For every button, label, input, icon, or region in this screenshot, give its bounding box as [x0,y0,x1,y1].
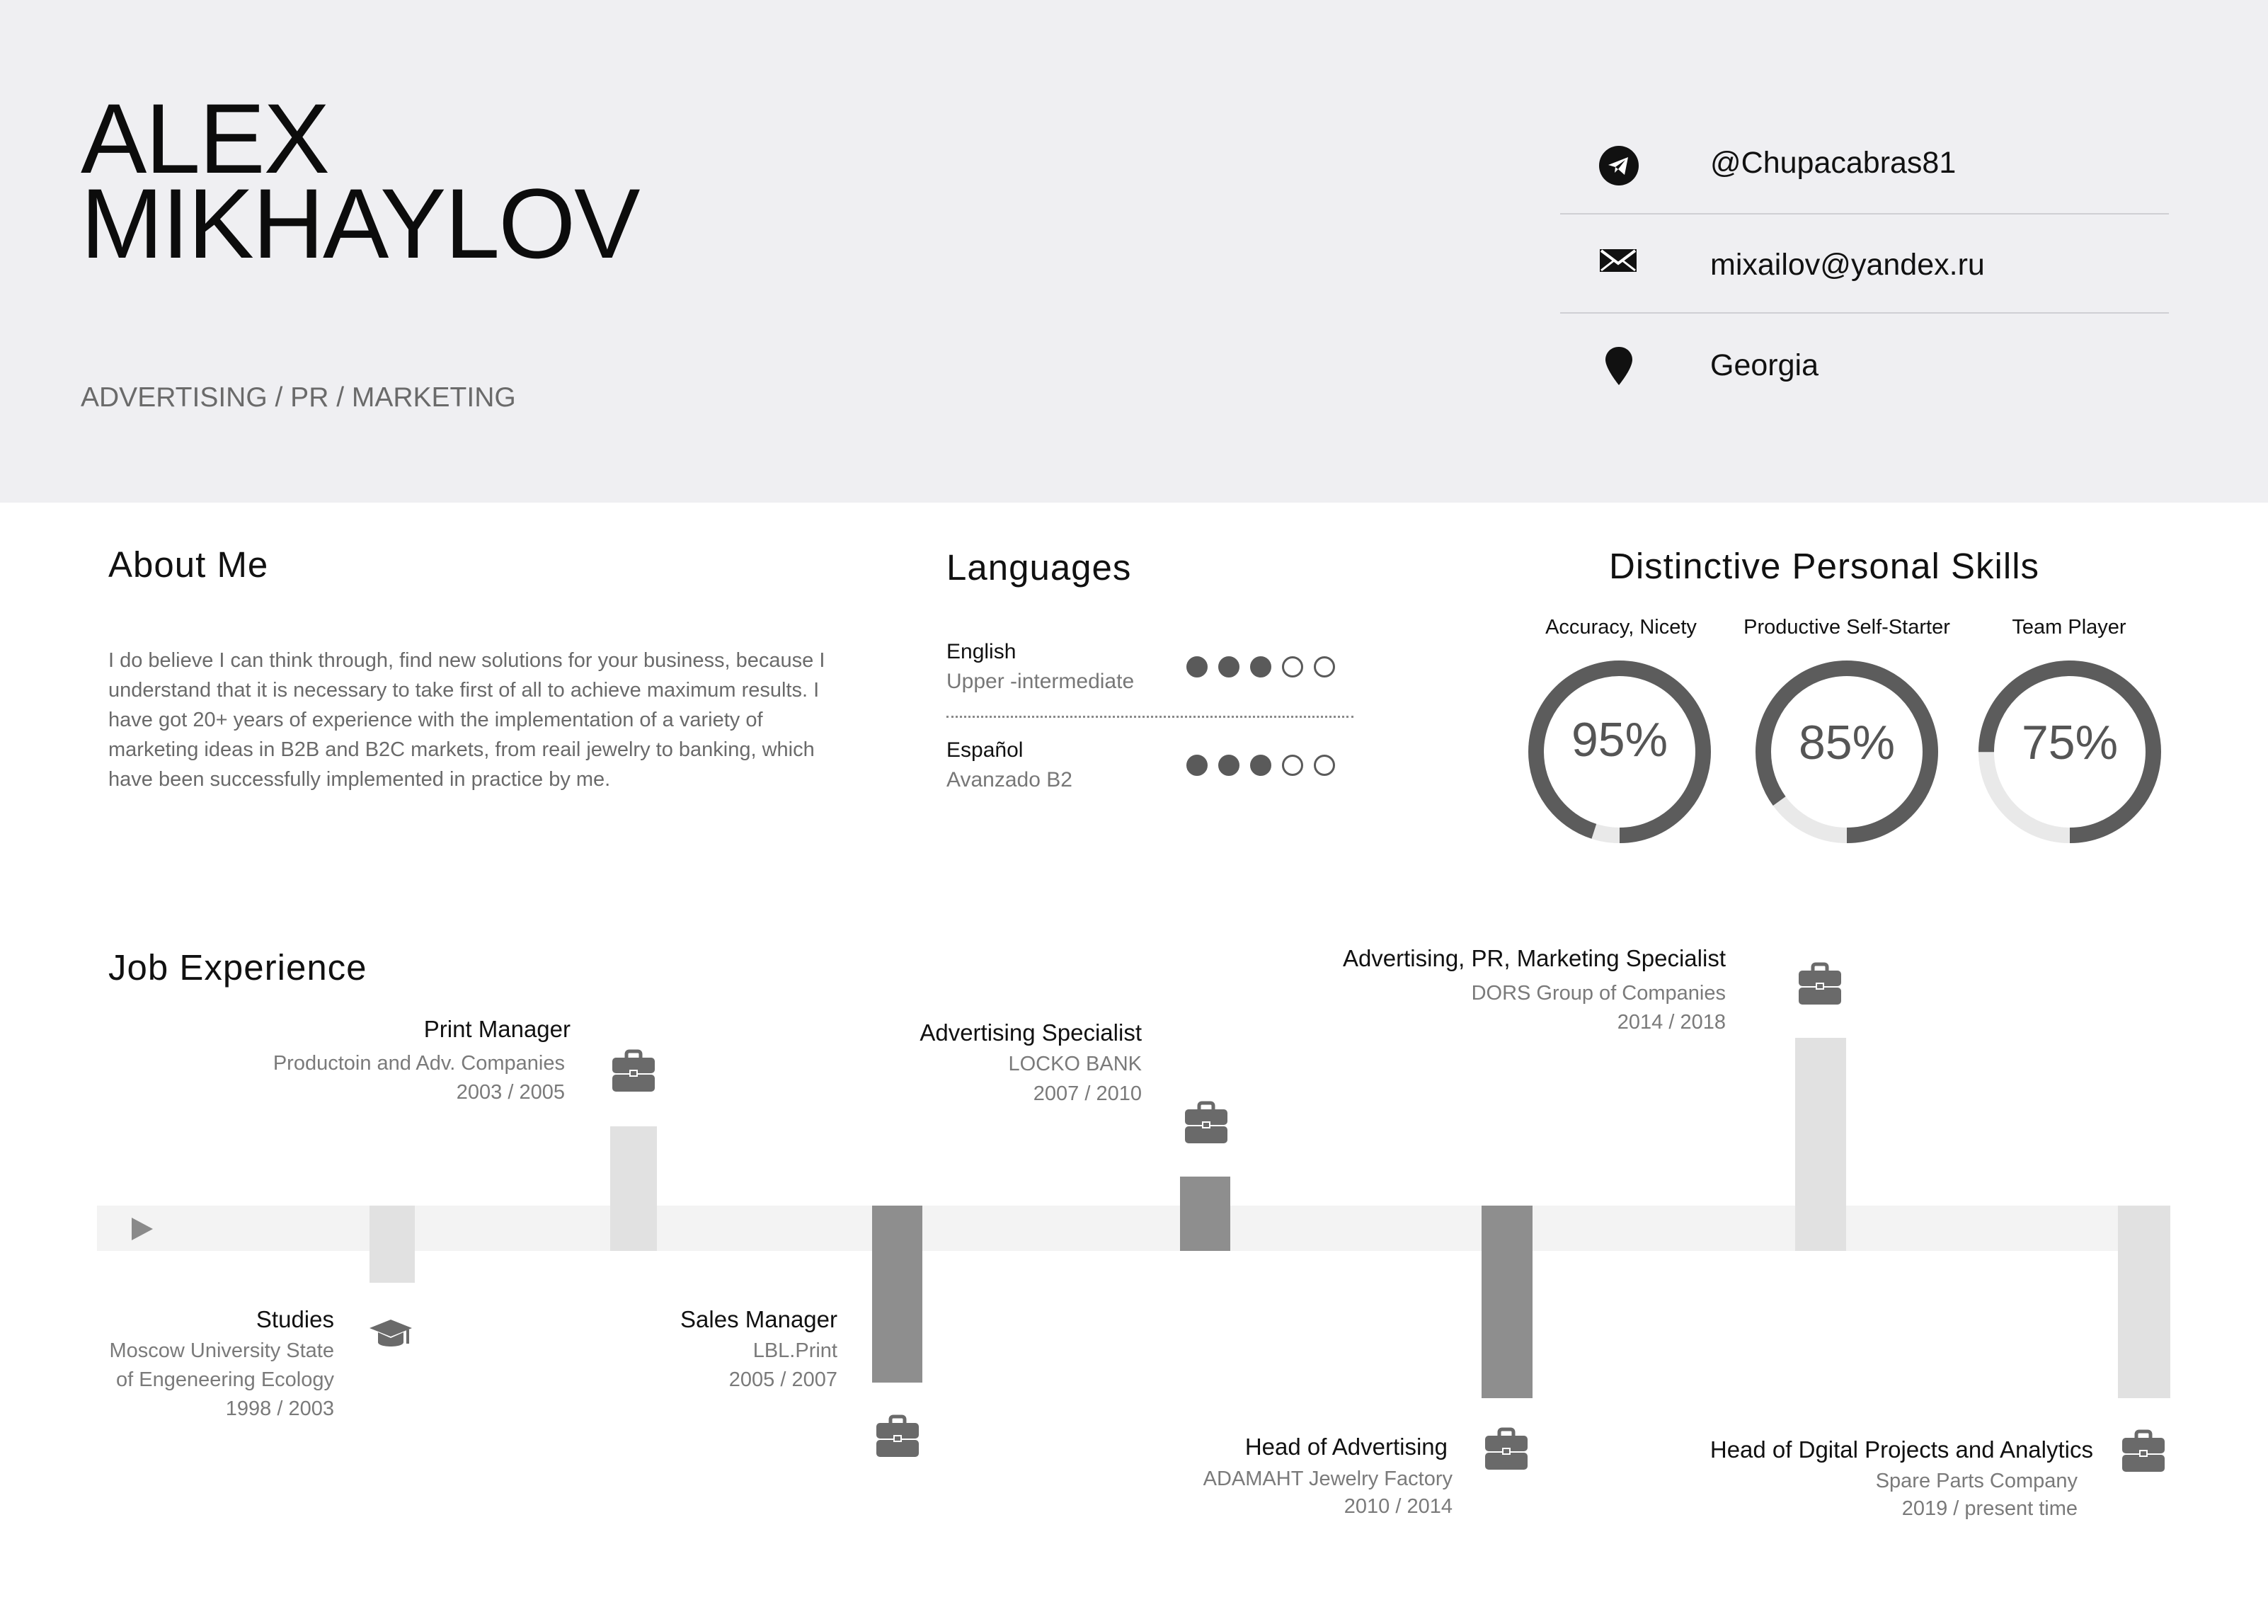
rating-dot-filled [1186,656,1208,677]
job-title: Studies [256,1306,334,1332]
contact-telegram[interactable]: @Chupacabras81 [1710,146,1957,180]
job-detail: Moscow University State [109,1339,334,1362]
briefcase-icon [609,1048,658,1096]
job-dates: 2007 / 2010 [1033,1082,1142,1105]
job-title: Print Manager [423,1016,571,1042]
rating-dot-empty [1282,656,1303,677]
briefcase-icon [874,1413,922,1461]
skill-percent: 75% [2021,716,2119,770]
contact-divider [1560,213,2169,215]
job-title: Advertising Specialist [920,1019,1142,1046]
first-name: ALEX [81,83,328,194]
graduation-cap-icon [367,1311,415,1359]
job-title: Advertising, PR, Marketing Specialist [1342,945,1726,971]
job-dates: 2003 / 2005 [456,1081,565,1104]
job-detail: Productoin and Adv. Companies [273,1052,565,1075]
job-detail: ADAMAHT Jewelry Factory [1203,1468,1453,1490]
timeline-bar-sales-manager [872,1206,922,1383]
job-dates: 2010 / 2014 [1344,1495,1453,1518]
skill-label: Productive Self-Starter [1743,616,1950,639]
timeline-bar-marketing-specialist [1795,1038,1846,1251]
telegram-icon [1598,145,1639,186]
last-name: MIKHAYLOV [81,168,639,279]
rating-dot-empty [1314,656,1335,677]
profession: ADVERTISING / PR / MARKETING [81,382,516,413]
language-level: Avanzado B2 [946,768,1072,791]
timeline-bar-head-of-advertising [1482,1206,1533,1398]
skill-percent: 95% [1571,713,1668,767]
timeline-bar-digital-projects [2118,1206,2170,1398]
experience-title: Job Experience [108,947,367,988]
contact-email[interactable]: mixailov@yandex.ru [1710,248,1985,282]
job-title: Head of Advertising [1244,1434,1448,1460]
timeline-bar-studies [370,1206,415,1283]
language-rating [1186,656,1335,680]
timeline-bar-print-manager [610,1126,657,1251]
rating-dot-filled [1218,755,1239,776]
rating-dot-filled [1250,656,1271,677]
about-text: I do believe I can think through, find new solutions for your business, because I understand that it is necessary to take first of all to achieve maximum results. I have got 20+ years of experience with the implementation of a variety of marketing ideas in B2B and B2C markets, from reail jewelry to banking, which have been successfully implemented in practice by me. [108,649,825,791]
job-dates: 2019 / present time [1901,1497,2078,1520]
play-icon [130,1216,154,1242]
language-divider [946,716,1353,718]
briefcase-icon [1796,961,1844,1009]
contact-location: Georgia [1710,348,1819,382]
skill-label: Accuracy, Nicety [1545,616,1697,639]
job-dates: 2014 / 2018 [1617,1011,1726,1034]
rating-dot-filled [1186,755,1208,776]
language-name: Español [946,738,1024,762]
location-pin-icon [1598,345,1639,387]
job-dates: 2005 / 2007 [728,1368,837,1391]
mail-icon [1598,246,1639,275]
job-title: Sales Manager [680,1306,837,1332]
rating-dot-empty [1282,755,1303,776]
job-detail: LBL.Print [752,1339,837,1362]
rating-dot-filled [1218,656,1239,677]
skill-percent: 85% [1798,716,1896,770]
language-level: Upper -intermediate [946,670,1135,693]
language-rating [1186,755,1335,779]
timeline-bar-advertising-specialist [1180,1177,1230,1251]
job-detail: LOCKO BANK [1008,1053,1142,1075]
rating-dot-filled [1250,755,1271,776]
about-title: About Me [108,544,269,585]
contact-divider [1560,312,2169,314]
briefcase-icon [1482,1426,1530,1474]
briefcase-icon [2119,1428,2167,1476]
job-title: Head of Dgital Projects and Analytics [1709,1436,2093,1463]
job-detail: Spare Parts Company [1875,1470,2078,1492]
skill-label: Team Player [2012,616,2126,639]
skills-title: Distinctive Personal Skills [1609,546,2040,586]
rating-dot-empty [1314,755,1335,776]
job-detail: DORS Group of Companies [1471,982,1726,1005]
language-name: English [946,640,1016,663]
job-dates: 1998 / 2003 [225,1397,334,1420]
briefcase-icon [1182,1099,1230,1148]
job-detail: of Engeneering Ecology [116,1368,334,1391]
languages-title: Languages [946,547,1132,588]
